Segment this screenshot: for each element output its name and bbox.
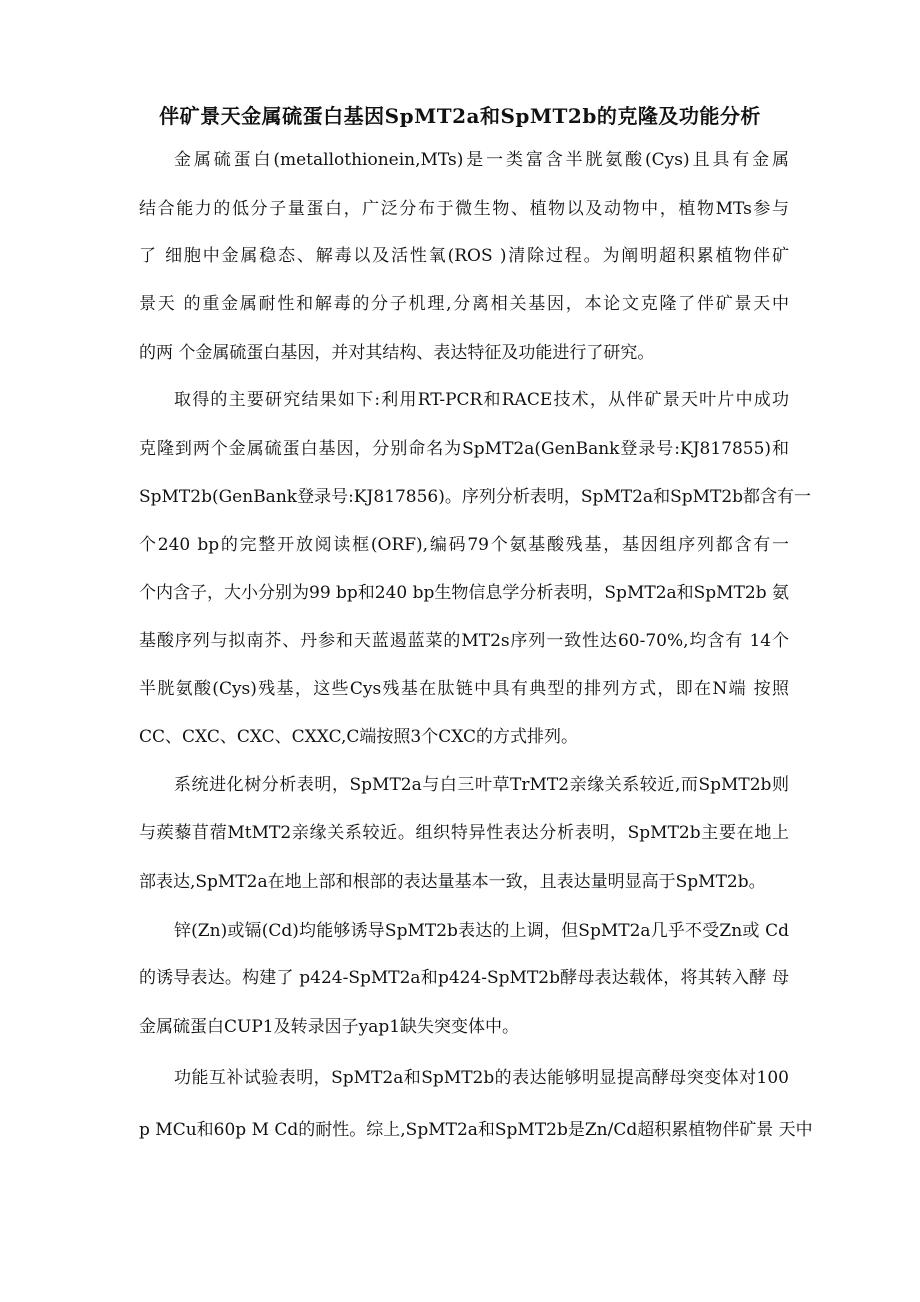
text-line: 克隆到两个金属硫蛋白基因，分别命名为SpMT2a(GenBank登录号:KJ817855)和: [139, 439, 789, 459]
text-line: 的两 个金属硫蛋白基因，并对其结构、表达特征及功能进行了研究。: [139, 343, 655, 363]
text-line: 部表达,SpMT2a在地上部和根部的表达量基本一致，且表达量明显高于SpMT2b。: [139, 872, 766, 892]
text-line: 半胱氨酸(Cys)残基，这些Cys残基在肽链中具有典型的排列方式，即在N端 按照: [139, 679, 789, 699]
text-line: 个内含子，大小分别为99 bp和240 bp生物信息学分析表明，SpMT2a和SpMT2b 氨: [139, 583, 790, 603]
document-title: 伴矿景天金属硫蛋白基因SpMT2a和SpMT2b的克隆及功能分析: [159, 104, 761, 128]
text-line: 基酸序列与拟南芥、丹参和天蓝遏蓝菜的MT2s序列一致性达60-70%,均含有 14个: [139, 631, 789, 651]
text-line: 景天 的重金属耐性和解毒的分子机理,分离相关基因，本论文克隆了伴矿景天中: [139, 294, 789, 314]
text-line: 系统进化树分析表明，SpMT2a与白三叶草TrMT2亲缘关系较近,而SpMT2b则: [174, 775, 789, 795]
text-line: 与蒺藜苜蓿MtMT2亲缘关系较近。组织特异性表达分析表明，SpMT2b主要在地上: [139, 823, 789, 843]
text-line: SpMT2b(GenBank登录号:KJ817856)。序列分析表明，SpMT2a和SpMT2b都含有一: [139, 487, 812, 507]
text-line: 个240 bp的完整开放阅读框(ORF),编码79个氨基酸残基，基因组序列都含有一: [139, 535, 789, 555]
text-line: CC、CXC、CXC、CXXC,C端按照3个CXC的方式排列。: [139, 727, 579, 747]
text-line: 取得的主要研究结果如下:利用RT-PCR和RACE技术，从伴矿景天叶片中成功: [174, 390, 789, 410]
text-line: 了 细胞中金属稳态、解毒以及活性氧(ROS )清除过程。为阐明超积累植物伴矿: [139, 246, 789, 266]
text-line: 金属硫蛋白CUP1及转录因子yap1缺失突变体中。: [139, 1017, 520, 1037]
text-line: 锌(Zn)或镉(Cd)均能够诱导SpMT2b表达的上调，但SpMT2a几乎不受Zn或 Cd: [174, 921, 789, 941]
text-line: p MCu和60p M Cd的耐性。综上,SpMT2a和SpMT2b是Zn/Cd超积累植物伴矿景 天中: [139, 1120, 813, 1140]
text-line: 结合能力的低分子量蛋白，广泛分布于微生物、植物以及动物中，植物MTs参与: [139, 199, 789, 219]
text-line: 金属硫蛋白(metallothionein,MTs)是一类富含半胱氨酸(Cys)且具有金属: [174, 150, 789, 170]
text-line: 的诱导表达。构建了 p424-SpMT2a和p424-SpMT2b酵母表达载体，将其转入酵 母: [139, 968, 789, 988]
text-line: 功能互补试验表明，SpMT2a和SpMT2b的表达能够明显提高酵母突变体对100: [174, 1068, 789, 1088]
